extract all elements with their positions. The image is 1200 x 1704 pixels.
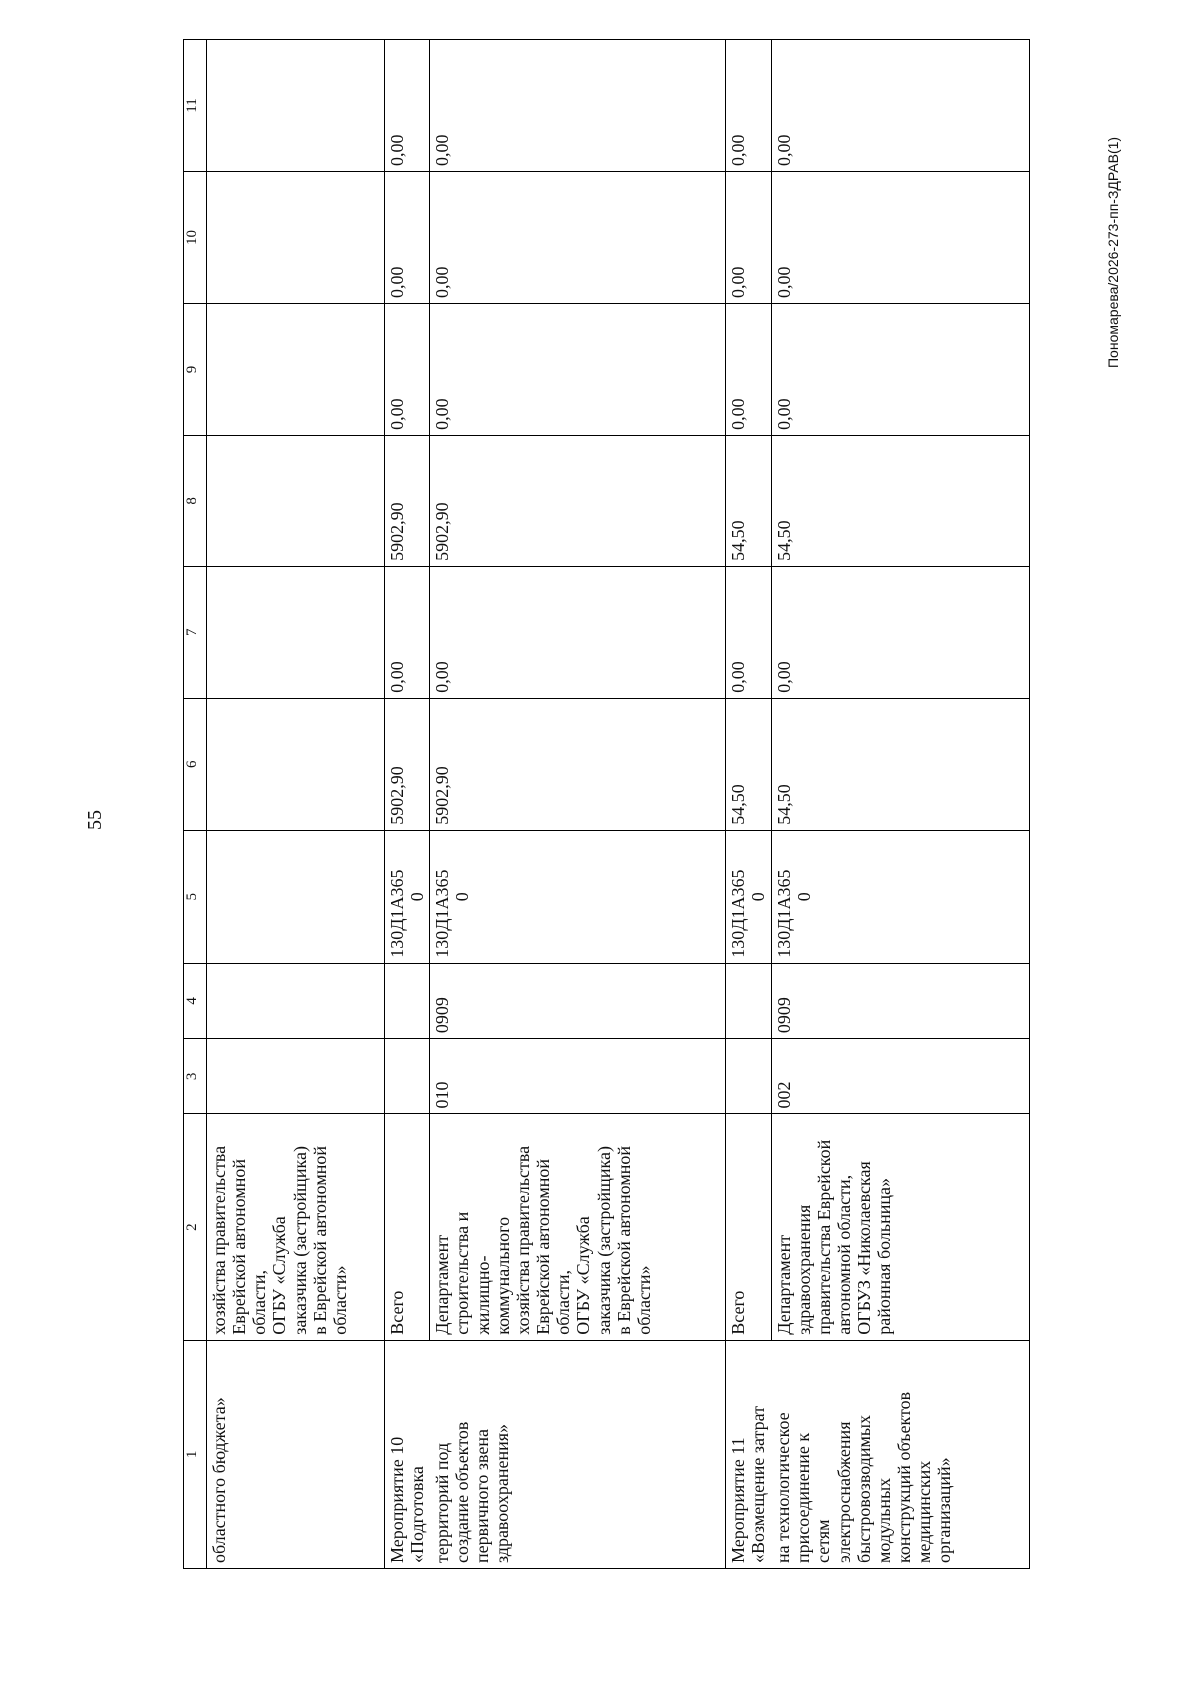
table-cell-col-8 [771, 435, 1029, 566]
cell-text-line: организаций» [934, 1457, 955, 1563]
column-header: 5 [184, 830, 207, 963]
table-cell-col-7 [207, 566, 385, 698]
table-row [385, 40, 430, 1569]
table-body [207, 40, 1030, 1569]
table-cell-col-10 [771, 172, 1029, 304]
cell-text-line: электроснабжения [833, 1421, 854, 1563]
column-header: 8 [184, 435, 207, 566]
table-cell-col-3 [771, 1039, 1029, 1114]
cell-value: 0,00 [773, 134, 794, 166]
cell-text-line: Мероприятие 10 [387, 1436, 407, 1563]
cell-text-line: конструкций объектов [894, 1391, 915, 1563]
cell-text-line: ОГБУ «Служба [573, 1216, 594, 1335]
cell-text-line: 130Д1А365 [387, 869, 407, 958]
table-cell-col-9 [430, 303, 726, 435]
cell-text-line: «Возмещение затрат [748, 1406, 769, 1563]
cell-value: 54,50 [728, 520, 749, 561]
table-cell-col-6 [771, 698, 1029, 830]
cell-text-line: на технологическое [773, 1412, 794, 1563]
cell-value: 54,50 [773, 784, 794, 825]
cell-value: 0,00 [432, 134, 453, 166]
column-header: 10 [184, 172, 207, 304]
table-row [207, 40, 385, 1569]
cell-text-line: ОГБУЗ «Николаевская [854, 1161, 875, 1335]
cell-value: 0,00 [728, 398, 749, 430]
cell-text-line: быстровозводимых [853, 1415, 874, 1563]
cell-text-line: 0 [793, 892, 814, 902]
cell-value: 0,00 [728, 134, 749, 166]
cell-text-line: в Еврейской автономной [613, 1146, 634, 1335]
column-header: 1 [184, 1340, 207, 1568]
table-cell-col-2 [771, 1114, 1029, 1340]
column-header: 6 [184, 698, 207, 830]
table-cell-col-1 [430, 1340, 726, 1568]
column-header: 11 [184, 40, 207, 172]
table-cell-col-4 [430, 963, 726, 1038]
cell-value: 0,00 [728, 661, 749, 693]
cell-value: 5902,90 [387, 766, 407, 825]
table-cell-col-1 [771, 1340, 1029, 1568]
table-cell-col-2 [207, 1114, 385, 1340]
cell-value: 5902,90 [432, 766, 453, 825]
cell-text-line: 130Д1А365 [432, 869, 453, 958]
cell-value: 0,00 [432, 398, 453, 430]
table-row [771, 40, 1029, 1569]
budget-table [183, 39, 1030, 1569]
table-cell-col-10 [726, 172, 771, 304]
cell-value: 0909 [432, 997, 453, 1034]
cell-value: 002 [773, 1081, 794, 1109]
cell-text-line: в Еврейской автономной [309, 1146, 330, 1335]
table-cell-col-5 [207, 830, 385, 963]
cell-value: 0,00 [432, 661, 453, 693]
cell-text-line: области, [553, 1270, 574, 1335]
cell-text-line: Еврейской автономной [533, 1159, 554, 1335]
cell-text-line: Департамент [432, 1234, 453, 1335]
cell-value: 0,00 [387, 134, 407, 166]
table-cell-col-3 [207, 1039, 385, 1114]
table-cell-col-8 [385, 435, 430, 566]
table-cell-col-11 [385, 40, 430, 172]
cell-text-line: 0 [748, 892, 769, 902]
table-cell-col-4 [726, 963, 771, 1038]
cell-text-line: модульных [873, 1477, 894, 1563]
cell-value: 54,50 [728, 784, 749, 825]
table-cell-col-10 [385, 172, 430, 304]
table-cell-col-11 [726, 40, 771, 172]
table-cell-col-1 [385, 1340, 430, 1568]
cell-text-line: Департамент [773, 1234, 794, 1335]
cell-text-line: области, [249, 1270, 270, 1335]
table-cell-col-7 [726, 566, 771, 698]
cell-text-line: областного бюджета» [209, 1397, 229, 1563]
cell-text-line: сетям [813, 1519, 834, 1563]
cell-text-line: заказчика (застройщика) [593, 1145, 614, 1335]
cell-value: 0,00 [387, 266, 407, 298]
table-row [726, 40, 771, 1569]
cell-text-line: 0 [407, 892, 428, 902]
table-cell-col-6 [385, 698, 430, 830]
cell-text-line: Всего [728, 1290, 749, 1335]
document-footer-code: Пономарева/2026-273-пп-ЗДРАВ(1) [1105, 136, 1121, 368]
table-cell-col-2 [430, 1114, 726, 1340]
cell-value: 0,00 [773, 398, 794, 430]
page-number: 55 [84, 810, 106, 830]
table-cell-col-6 [726, 698, 771, 830]
column-header: 7 [184, 566, 207, 698]
cell-text-line: «Подготовка [407, 1466, 428, 1563]
cell-value: 0,00 [432, 266, 453, 298]
table-cell-col-5 [430, 830, 726, 963]
table-cell-col-9 [207, 303, 385, 435]
cell-text-line: Всего [387, 1290, 407, 1335]
cell-text-line: хозяйства правительства [512, 1145, 533, 1335]
cell-text-line: Еврейской автономной [229, 1159, 250, 1335]
table-header-row [184, 40, 207, 1569]
table-cell-col-9 [385, 303, 430, 435]
cell-text-line: первичного звена [472, 1429, 493, 1563]
table-cell-col-9 [726, 303, 771, 435]
table-cell-col-8 [726, 435, 771, 566]
cell-text-line: области» [633, 1265, 654, 1335]
table-cell-col-7 [771, 566, 1029, 698]
cell-text-line: жилищно- [472, 1255, 493, 1335]
cell-text-line: хозяйства правительства [209, 1145, 229, 1335]
cell-text-line: ОГБУ «Служба [269, 1216, 290, 1335]
cell-text-line: присоединение к [793, 1432, 814, 1563]
table-cell-col-7 [430, 566, 726, 698]
cell-value: 0,00 [773, 661, 794, 693]
table-cell-col-5 [726, 830, 771, 963]
table-cell-col-2 [385, 1114, 430, 1340]
cell-value: 0,00 [728, 266, 749, 298]
cell-text-line: 130Д1А365 [728, 869, 749, 958]
cell-text-line: районная больница» [874, 1178, 895, 1335]
table-cell-col-3 [430, 1039, 726, 1114]
column-header: 4 [184, 963, 207, 1038]
table-cell-col-2 [726, 1114, 771, 1340]
table-cell-col-9 [771, 303, 1029, 435]
cell-value: 5902,90 [387, 502, 407, 561]
cell-value: 0,00 [773, 266, 794, 298]
cell-text-line: строительства и [452, 1211, 473, 1335]
cell-text-line: заказчика (застройщика) [289, 1145, 310, 1335]
table-cell-col-4 [771, 963, 1029, 1038]
table-cell-col-3 [726, 1039, 771, 1114]
cell-value: 54,50 [773, 520, 794, 561]
table-cell-col-8 [207, 435, 385, 566]
cell-text-line: 0 [452, 892, 473, 902]
table-cell-col-5 [771, 830, 1029, 963]
table-cell-col-6 [207, 698, 385, 830]
cell-text-line: области» [329, 1265, 350, 1335]
table-cell-col-1 [726, 1340, 771, 1568]
table-cell-col-11 [207, 40, 385, 172]
cell-value: 0909 [773, 997, 794, 1034]
column-header: 2 [184, 1114, 207, 1340]
table-cell-col-11 [430, 40, 726, 172]
table-cell-col-4 [207, 963, 385, 1038]
column-header: 9 [184, 303, 207, 435]
cell-value: 0,00 [387, 661, 407, 693]
cell-text-line: создание объектов [451, 1421, 472, 1563]
table-cell-col-1 [207, 1340, 385, 1568]
cell-text-line: правительства Еврейской [813, 1139, 834, 1335]
cell-text-line: 130Д1А365 [773, 869, 794, 958]
cell-text-line: здравоохранения» [492, 1423, 513, 1563]
table-cell-col-7 [385, 566, 430, 698]
table-cell-col-5 [385, 830, 430, 963]
cell-text-line: Мероприятие 11 [728, 1437, 749, 1563]
table-cell-col-3 [385, 1039, 430, 1114]
cell-text-line: территорий под [431, 1442, 452, 1563]
table-row [430, 40, 726, 1569]
table-cell-col-6 [430, 698, 726, 830]
cell-value: 0,00 [387, 398, 407, 430]
table-cell-col-11 [771, 40, 1029, 172]
table-cell-col-8 [430, 435, 726, 566]
column-header: 3 [184, 1039, 207, 1114]
table-cell-col-10 [207, 172, 385, 304]
rotated-table-container [183, 39, 1078, 1569]
cell-text-line: автономной области, [834, 1174, 855, 1335]
table-cell-col-10 [430, 172, 726, 304]
cell-text-line: здравоохранения [793, 1204, 814, 1335]
cell-value: 5902,90 [432, 502, 453, 561]
cell-value: 010 [432, 1081, 453, 1109]
cell-text-line: коммунального [492, 1216, 513, 1335]
table-cell-col-4 [385, 963, 430, 1038]
cell-text-line: медицинских [914, 1460, 935, 1563]
